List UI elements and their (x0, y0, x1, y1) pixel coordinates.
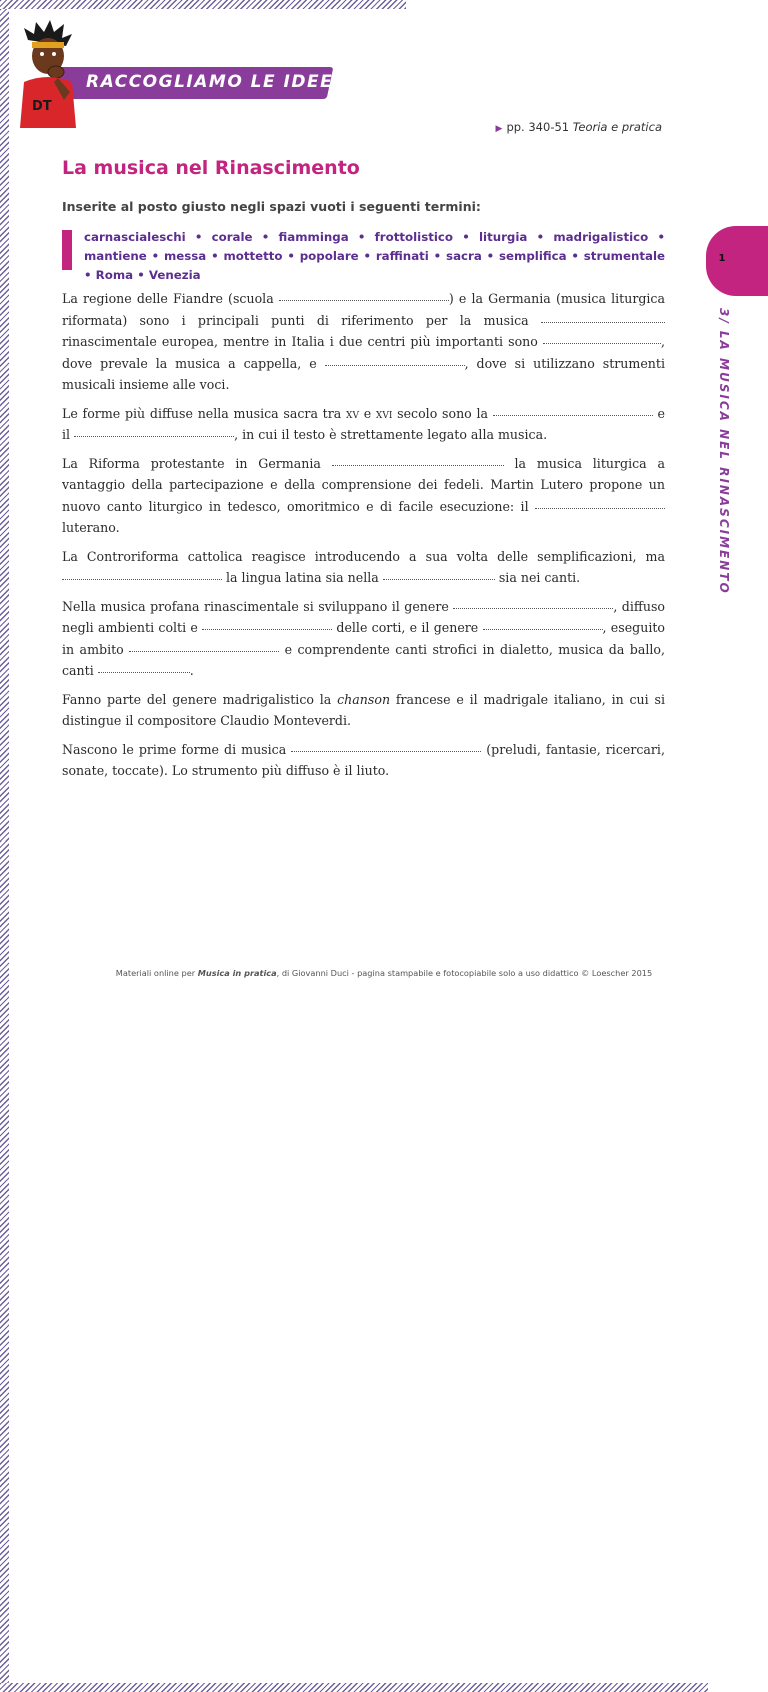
terms-list: carnascialeschi • corale • fiamminga • frottolistico • liturgia • madrigalistico • mantiene • messa • mottetto • popolare • raffinati • sacra • semplifica • strumentale • Roma • Venezia (84, 230, 665, 282)
page-title: La musica nel Rinascimento (62, 157, 360, 179)
paragraph-5 (62, 596, 665, 682)
text-span: La Riforma protestante in Germania (62, 455, 321, 471)
text-span: . (189, 663, 194, 678)
footer-text: Materiali online per (115, 968, 196, 978)
paragraph-4 (62, 546, 665, 589)
terms-box (62, 228, 665, 285)
frame-top-border (0, 0, 406, 9)
text-span: la musica liturgica a vantaggio della partecipazione e della comprensione dei fedeli. Martin Lutero propone un nuovo canto liturgico in tedesco, omoritmico e di facile esecuzione: il (62, 455, 665, 514)
blank-field[interactable] (483, 628, 603, 630)
text-span: rinascimentale europea, mentre in Italia i due centri più importanti sono (62, 334, 538, 349)
paragraph-2 (62, 403, 665, 446)
text-span: delle corti, e il genere (336, 620, 479, 635)
svg-text:DT: DT (32, 99, 52, 114)
blank-field[interactable] (291, 750, 481, 752)
chapter-label: 3/ LA MUSICA NEL RINASCIMENTO (717, 308, 731, 595)
mascot-illustration (14, 18, 84, 130)
page-footer (0, 968, 768, 978)
paragraph-3 (62, 453, 665, 539)
text-span: ) e la Germania (musica liturgica riformata) sono i principali punti di riferimento per la musica (62, 291, 665, 328)
text-span: luterano. (62, 520, 120, 535)
text-span: Nella musica profana rinascimentale si sviluppano il genere (62, 598, 449, 614)
text-span: secolo sono la (397, 405, 489, 421)
terms-accent-bar (62, 230, 72, 270)
text-span: La regione delle Fiandre (scuola (62, 291, 274, 306)
text-span: e comprendente canti strofici in dialetto, musica da ballo, canti (62, 641, 665, 678)
blank-field[interactable] (541, 321, 665, 323)
text-span: francese e il madrigale italiano, in cui si distingue il compositore Claudio Monteverdi. (62, 691, 665, 728)
text-span: (preludi, fantasie, ricercari, sonate, toccate). Lo strumento più diffuso è il liuto. (62, 741, 665, 778)
text-span: Le forme più diffuse nella musica sacra tra (62, 405, 342, 421)
footer-book-title: Musica in pratica (197, 968, 277, 978)
page-ref-book: Teoria e pratica (572, 120, 662, 134)
instruction-text: Inserite al posto giusto negli spazi vuoti i seguenti termini: (62, 199, 481, 214)
paragraph-6 (62, 689, 665, 732)
blank-field[interactable] (493, 414, 653, 416)
text-span: , in cui il testo è strettamente legato alla musica. (234, 427, 548, 442)
blank-field[interactable] (202, 628, 332, 630)
blank-field[interactable] (325, 364, 465, 366)
blank-field[interactable] (453, 607, 613, 609)
side-tab-number: 1 (718, 253, 726, 264)
century-xv: xv (346, 405, 359, 421)
banner-title: RACCOGLIAMO LE IDEE (86, 72, 334, 92)
blank-field[interactable] (279, 299, 449, 301)
paragraph-7 (62, 739, 665, 782)
text-span: La Controriforma cattolica reagisce introducendo a sua volta delle semplificazioni, ma (62, 548, 665, 564)
blank-field[interactable] (332, 464, 504, 466)
text-span: Fanno parte del genere madrigalistico la (62, 691, 332, 707)
page-ref-pages: pp. 340-51 (506, 120, 570, 134)
paragraph-1 (62, 288, 665, 396)
blank-field[interactable] (74, 435, 234, 437)
frame-bottom-border (0, 1683, 708, 1692)
text-span: , diffuso negli ambienti colti e (62, 598, 665, 635)
text-span: e (363, 405, 372, 421)
text-span: Nascono le prime forme di musica (62, 741, 287, 757)
blank-field[interactable] (543, 342, 661, 344)
text-span: la lingua latina sia nella (226, 570, 379, 585)
frame-left-border (0, 9, 9, 841)
text-span: e il (62, 405, 665, 442)
triangle-bullet-icon: ▶ (495, 124, 503, 134)
text-span: , dove prevale la musica a cappella, e (62, 334, 665, 371)
blank-field[interactable] (129, 650, 279, 652)
text-span: , dove si utilizzano strumenti musicali insieme alle voci. (62, 355, 665, 392)
chanson-term: chanson (337, 691, 391, 707)
blank-field[interactable] (383, 578, 495, 580)
blank-field[interactable] (62, 578, 222, 580)
text-span: , eseguito in ambito (62, 620, 666, 657)
exercise-body (62, 288, 665, 789)
century-xvi: xvi (375, 405, 393, 421)
text-span: sia nei canti. (498, 570, 581, 585)
blank-field[interactable] (98, 671, 190, 673)
page-reference (496, 120, 662, 134)
blank-field[interactable] (535, 507, 665, 509)
footer-text: , di Giovanni Duci - pagina stampabile e fotocopiabile solo a uso didattico © Loescher 2015 (276, 968, 653, 978)
